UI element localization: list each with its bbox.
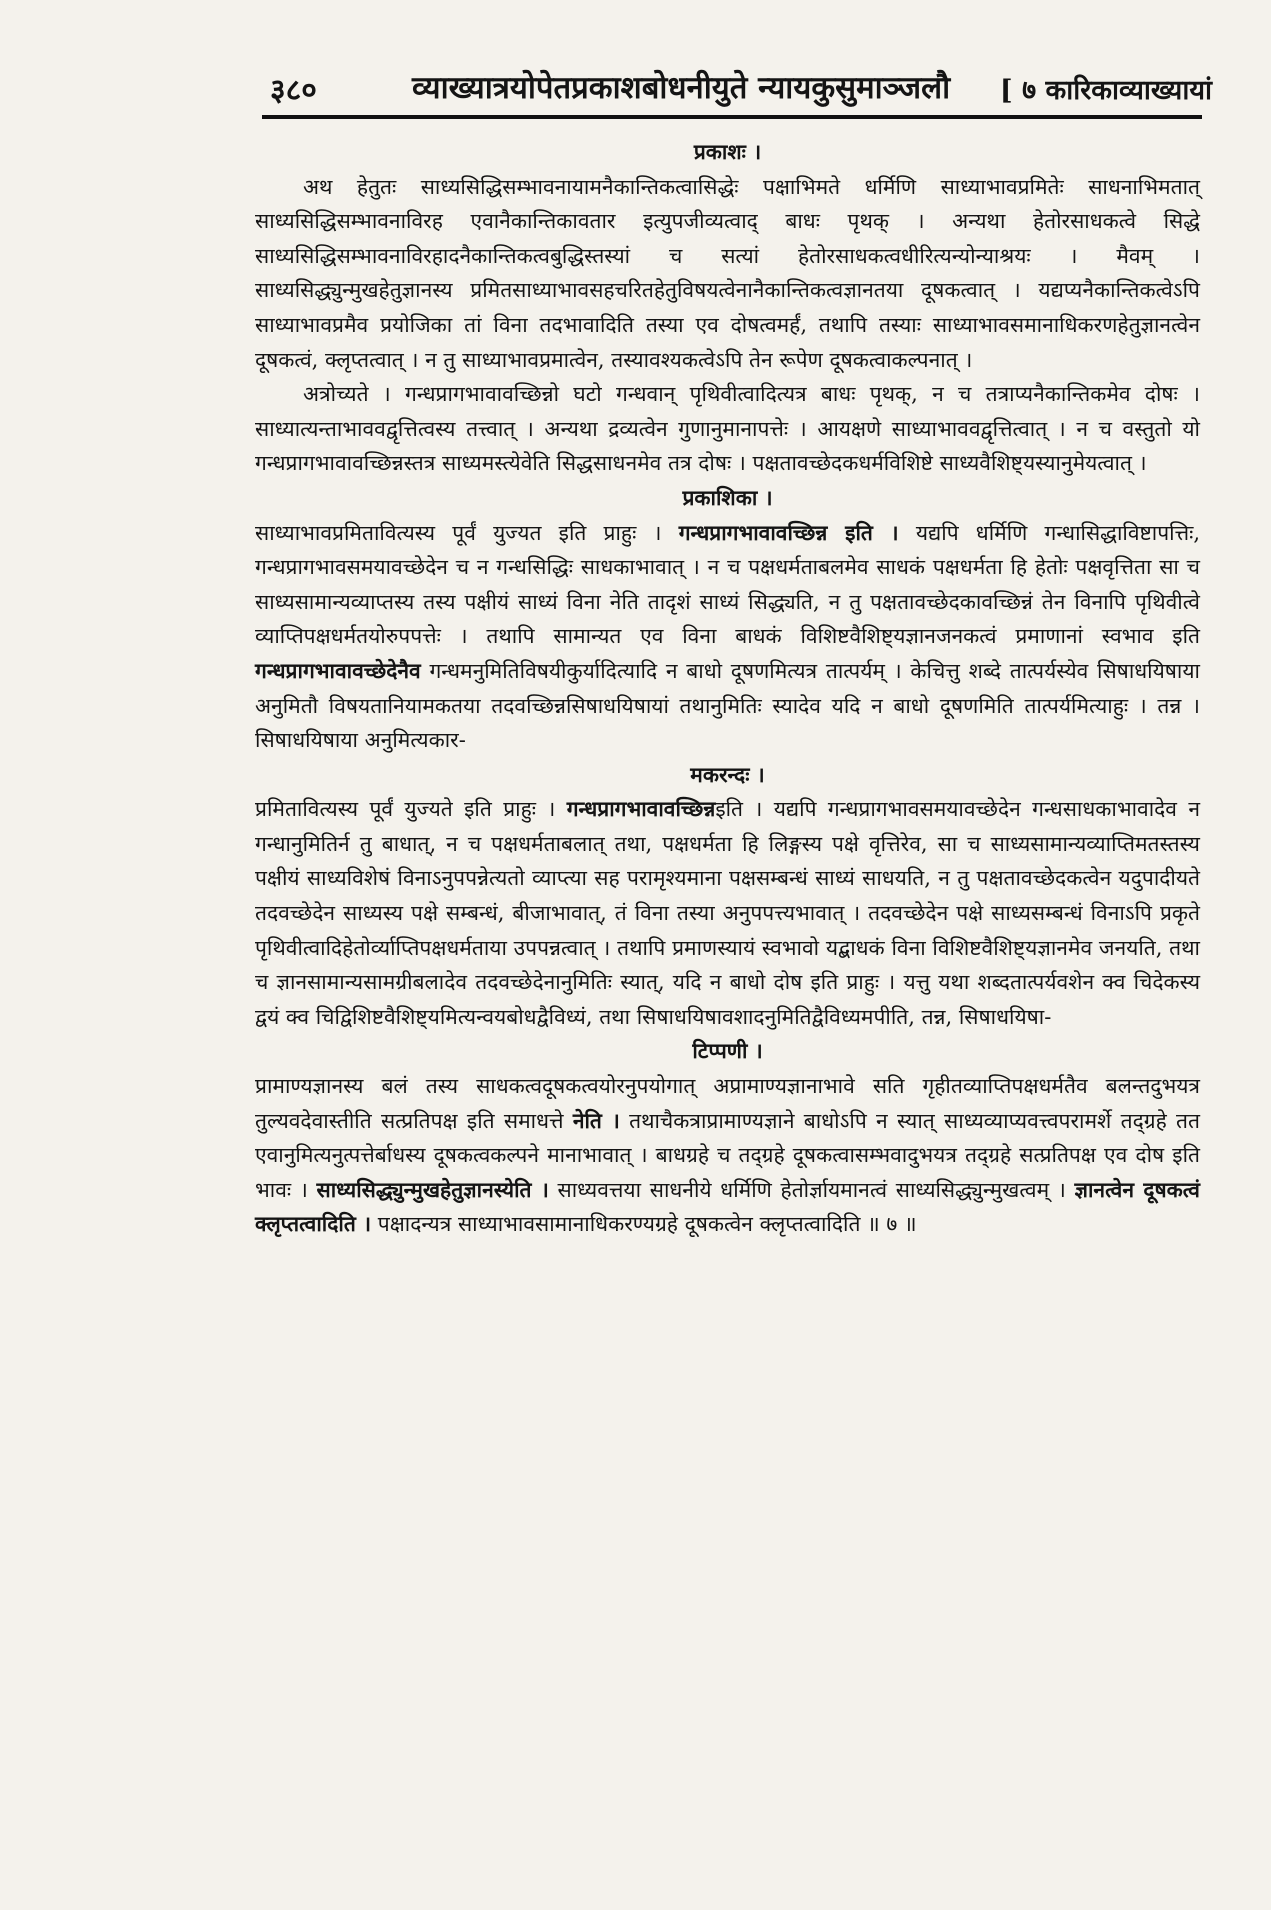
prakashika-heading: प्रकाशिका । <box>682 484 773 510</box>
section-label: [ ७ कारिकाव्याख्यायां <box>999 75 1212 106</box>
prakashika-text: यद्यपि धर्मिणि गन्धासिद्धाविष्टापत्तिः, गन्धप्रागभावसमयावच्छेदेन च न गन्धसिद्धिः साधकाभावात् । न च पक्षधर्मताबलमेव साधकं पक्षधर्मता हि हेतोः पक्षवृत्तिता सा च साध्यसामान्यव्याप्तस्य तस्य पक्षीयं साध्यं विना नेति तादृशं साध्यं सिद्ध्यति, न तु पक्षतावच्छेदकावच्छिन्नं तेन विनापि पृथिवीत्वे व्याप्तिपक्षधर्मतयोरुपपत्तेः । तथापि सामान्यत एव विना बाधकं विशिष्टवैशिष्ट्यज्ञानजनकत्वं प्रमाणानां स्वभाव इति <box>255 520 1200 649</box>
makaranda-paragraph <box>255 792 1200 1034</box>
makaranda-lead: प्रमितावित्यस्य पूर्वं युज्यते इति प्राहुः । <box>255 797 556 822</box>
tippani-text-2: तथाचैकत्राप्रामाण्यज्ञाने बाधोऽपि न स्यात् साध्यव्याप्यवत्त्वपरामर्शे तद्ग्रहे तत एवानुमित्यनुत्पत्तेर्बाधस्य दूषकत्वकल्पने मानाभावात् । बाधग्रहे च तद्ग्रहे दूषकत्वासम्भवादुभयत्र तद्ग्रहे सत्प्रतिपक्ष एव दोष इति भावः । <box>255 1108 1200 1202</box>
prakashika-pratika-2: गन्धप्रागभावावच्छेदेनैव <box>255 657 421 683</box>
prakasha-paragraph-1: अथ हेतुतः साध्यसिद्धिसम्भावनायामनैकान्तिकत्वासिद्धेः पक्षाभिमते धर्मिणि साध्याभावप्रमितेः साधनाभिमतात् साध्यसिद्धिसम्भावनाविरह एवानैकान्तिकावतार इत्युपजीव्यत्वाद् बाधः पृथक् । अन्यथा हेतोरसाधकत्वे सिद्धे साध्यसिद्धिसम्भावनाविरहादनैकान्तिकत्वबुद्धिस्तस्यां च सत्यां हेतोरसाधकत्वधीरित्यन्योन्याश्रयः । मैवम् । साध्यसिद्ध्युन्मुखहेतुज्ञानस्य प्रमितसाध्याभावसहचरितहेतुविषयत्वेनानैकान्तिकत्वज्ञानतया दूषकत्वात् । यद्यप्यनैकान्तिकत्वेऽपि साध्याभावप्रमैव प्रयोजिका तां विना तदभावादिति तस्या एव दोषत्वमर्हं, तथापि तस्याः साध्याभावसमानाधिकरणहेतुज्ञानत्वेन दूषकत्वं, क्लृप्तत्वात् । न तु साध्याभावप्रमात्वेन, तस्यावश्यकत्वेऽपि तेन रूपेण दूषकत्वाकल्पनात् । <box>255 174 1200 372</box>
header-rule <box>262 115 1202 119</box>
prakashika-text-2: गन्धमनुमितिविषयीकुर्यादित्यादि न बाधो दूषणमित्यत्र तात्पर्यम् । केचित्तु शब्दे तात्पर्यस्येव सिषाधयिषाया अनुमितौ विषयतानियामकतया तदवच्छिन्नसिषाधयिषायां तथानुमितिः स्यादेव यदि न बाधो दूषणमिति तात्पर्यमित्याहुः । तन्न । सिषाधयिषाया अनुमित्यकार- <box>255 658 1200 753</box>
tippani-pratika: नेति । <box>572 1107 620 1133</box>
makaranda-pratika: गन्धप्रागभावावच्छिन्न <box>566 796 716 822</box>
tippani-heading: टिप्पणी । <box>692 1038 763 1064</box>
tippani-pratika-3: ज्ञानत्वेन दूषकत्वं क्लृप्तत्वादिति । <box>255 1176 1200 1237</box>
page-body <box>255 135 1200 1242</box>
prakashika-pratika: गन्धप्रागभावावच्छिन्न इति । <box>678 519 899 545</box>
page-number: ३८० <box>270 73 317 108</box>
prakasha-paragraph-2: अत्रोच्यते । गन्धप्रागभावावच्छिन्नो घटो गन्धवान् पृथिवीत्वादित्यत्र बाधः पृथक्, न च तत्राप्यनैकान्तिकमेव दोषः । साध्यात्यन्ताभाववद्वृत्तित्वस्य तत्त्वात् । अन्यथा द्रव्यत्वेन गुणानुमानापत्तेः । आयक्षणे साध्याभाववद्वृत्तित्वात् । न च वस्तुतो यो गन्धप्रागभावावच्छिन्नस्तत्र साध्यमस्त्येवेति सिद्धसाधनमेव तत्र दोषः । पक्षतावच्छेदकधर्मविशिष्टे साध्यवैशिष्ट्यस्यानुमेयत्वात् । <box>255 382 1200 476</box>
prakashika-paragraph <box>255 516 1200 758</box>
tippani-text-3: साध्यवत्तया साधनीये धर्मिणि हेतोर्ज्ञायमानत्वं साध्यसिद्ध्युन्मुखत्वम् । <box>557 1177 1066 1202</box>
tippani-paragraph <box>255 1069 1200 1242</box>
makaranda-text: इति । यद्यपि गन्धप्रागभावसमयावच्छेदेन गन्धसाधकाभावादेव न गन्धानुमितिर्न तु बाधात्, न च पक्षधर्मताबलात् तथा, पक्षधर्मता हि लिङ्गस्य पक्षे वृत्तिरेव, सा च साध्यसामान्यव्याप्तिमतस्तस्य पक्षीयं साध्यविशेषं विनाऽनुपपन्नेत्यतो व्याप्त्या सह परामृश्यमाना पक्षसम्बन्धं साध्यं साधयति, न तु पक्षतावच्छेदकत्वेन यदुपादीयते तदवच्छेदेन साध्यस्य पक्षे सम्बन्धं, बीजाभावात्, तं विना तस्या अनुपपत्त्यभावात् । तदवच्छेदेन पक्षे साध्यसम्बन्धं विनाऽपि प्रकृते पृथिवीत्वादिहेतोर्व्याप्तिपक्षधर्मताया उपपन्नत्वात् । तथापि प्रमाणस्यायं स्वभावो यद्बाधकं विना विशिष्टवैशिष्ट्यज्ञानमेव जनयति, तथा च ज्ञानसामान्यसामग्रीबलादेव तदवच्छेदेनानुमितिः स्यात्, यदि न बाधो दोष इति प्राहुः । यत्तु यथा शब्दतात्पर्यवशेन क्व चिदेकस्य द्वयं क्व चिद्विशिष्टवैशिष्ट्यमित्यन्वयबोधद्वैविध्यं, तथा सिषाधयिषावशादनुमितिद्वैविध्यमपीति, तन्न, सिषाधयिषा- <box>255 797 1200 1029</box>
makaranda-heading: मकरन्दः । <box>690 761 765 787</box>
page-header <box>262 62 1212 112</box>
running-title: व्याख्यात्रयोपेतप्रकाशबोधनीयुते न्यायकुसुमाञ्जलौ <box>412 70 951 106</box>
tippani-text-4: पक्षादन्यत्र साध्याभावसामानाधिकरण्यग्रहे दूषकत्वेन क्लृप्तत्वादिति ॥ ७ ॥ <box>377 1212 917 1237</box>
prakasha-heading: प्रकाशः । <box>693 139 762 164</box>
prakashika-lead: साध्याभावप्रमितावित्यस्य पूर्वं युज्यत इति प्राहुः । <box>255 520 662 545</box>
tippani-text: प्रामाण्यज्ञानस्य बलं तस्य साधकत्वदूषकत्वयोरनुपयोगात् अप्रामाण्यज्ञानाभावे सति गृहीतव्याप्तिपक्षधर्मतैव बलन्तदुभयत्र तुल्यवदेवास्तीति सत्प्रतिपक्ष इति समाधत्ते <box>255 1074 1200 1133</box>
tippani-pratika-2: साध्यसिद्ध्युन्मुखहेतुज्ञानस्येति । <box>316 1176 549 1202</box>
